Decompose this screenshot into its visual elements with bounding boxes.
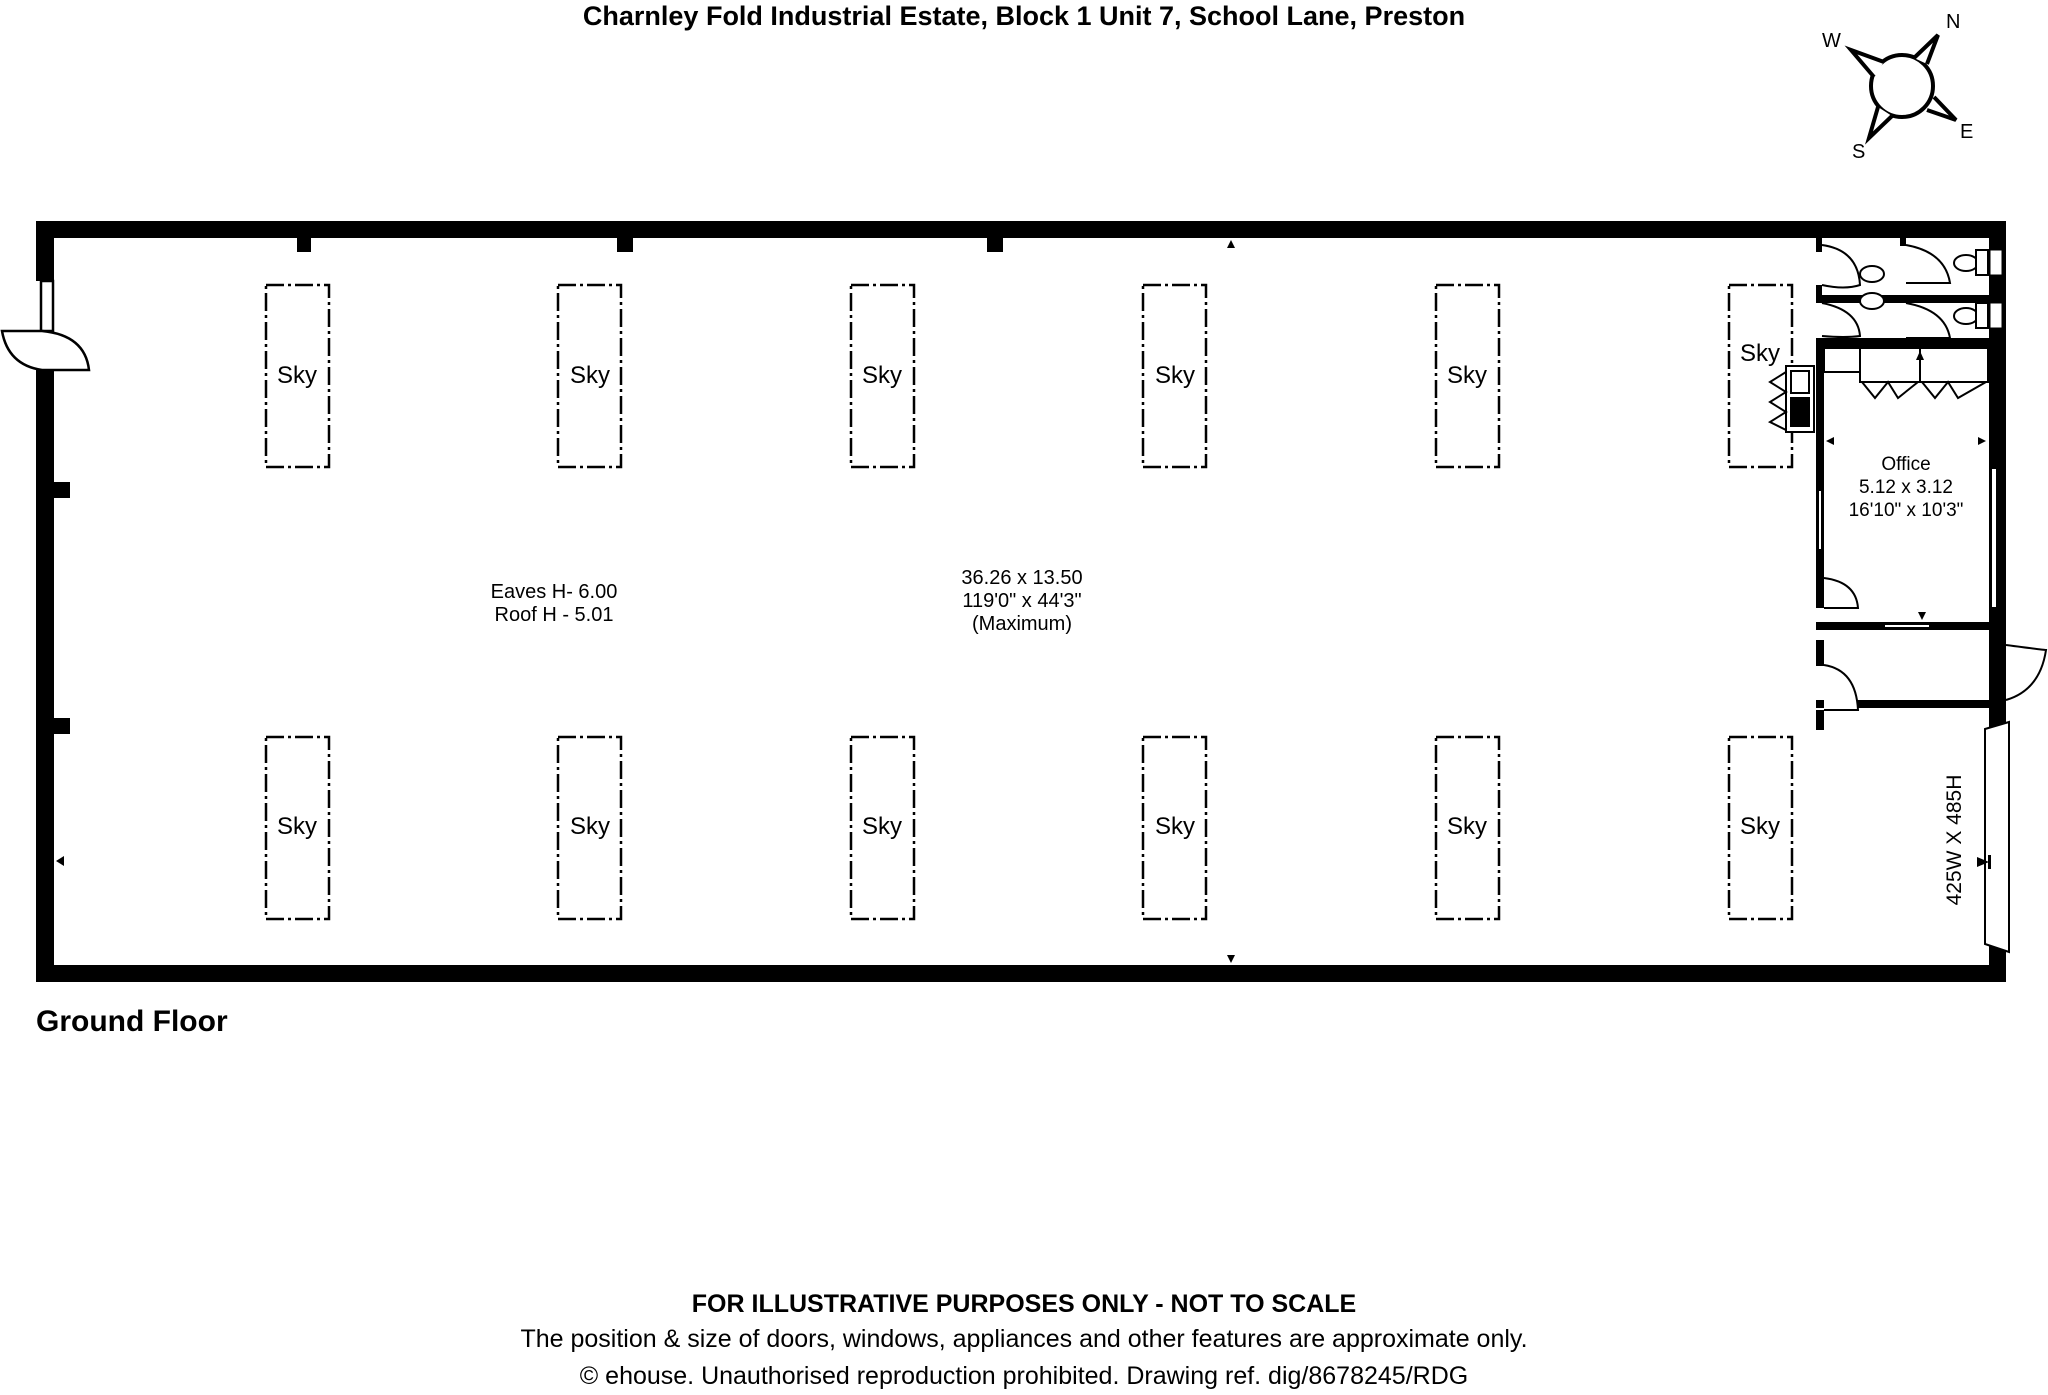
skylights-bottom-row bbox=[266, 737, 1792, 919]
main-dimensions-qualifier: (Maximum) bbox=[972, 613, 1072, 635]
skylight-label: Sky bbox=[276, 362, 318, 389]
skylight-label: Sky bbox=[1739, 813, 1781, 840]
skylight-label: Sky bbox=[1739, 340, 1781, 367]
plan-title: Charnley Fold Industrial Estate, Block 1 Unit 7, School Lane, Preston bbox=[582, 1, 1466, 31]
skylight-label: Sky bbox=[861, 813, 903, 840]
eaves-height-label: Eaves H- 6.00 bbox=[490, 581, 618, 603]
svg-text:S: S bbox=[1852, 141, 1866, 163]
main-dimensions-imperial: 119'0" x 44'3" bbox=[962, 590, 1082, 612]
loading-door bbox=[1943, 722, 2009, 952]
svg-text:W: W bbox=[1822, 30, 1841, 52]
skylight-label: Sky bbox=[276, 813, 318, 840]
skylight-label: Sky bbox=[1154, 362, 1196, 389]
office-walls bbox=[1816, 348, 2006, 730]
skylight-label: Sky bbox=[1446, 362, 1488, 389]
skylight-label: Sky bbox=[569, 813, 611, 840]
left-entrance-door bbox=[2, 281, 89, 370]
office-dimensions-imperial: 16'10" x 10'3" bbox=[1848, 500, 1964, 521]
kitchenette-icon bbox=[1770, 366, 1814, 432]
svg-text:N: N bbox=[1946, 11, 1961, 33]
roof-height-label: Roof H - 5.01 bbox=[494, 604, 614, 626]
main-dimensions-metric: 36.26 x 13.50 bbox=[961, 567, 1083, 589]
floor-label: Ground Floor bbox=[36, 1005, 228, 1038]
toilet-icon bbox=[1954, 255, 1978, 271]
office-details bbox=[1818, 348, 2046, 710]
compass-rose-icon bbox=[1822, 11, 1973, 163]
office-labels bbox=[1849, 454, 1964, 521]
toilet-icon bbox=[1954, 308, 1978, 324]
svg-text:E: E bbox=[1960, 121, 1974, 143]
office-name: Office bbox=[1881, 454, 1931, 475]
basin-icon bbox=[1860, 293, 1884, 309]
skylight-label: Sky bbox=[861, 362, 903, 389]
skylight-label: Sky bbox=[1446, 813, 1488, 840]
main-space-labels bbox=[491, 567, 1083, 635]
office-dimensions-metric: 5.12 x 3.12 bbox=[1858, 477, 1954, 498]
disclaimer: FOR ILLUSTRATIVE PURPOSES ONLY - NOT TO SCALE bbox=[691, 1290, 1357, 1318]
skylight-label: Sky bbox=[569, 362, 611, 389]
loading-door-size: 425W X 485H bbox=[1943, 774, 1966, 906]
basin-icon bbox=[1860, 266, 1884, 282]
approximation-note: The position & size of doors, windows, appliances and other features are approximate only. bbox=[520, 1325, 1528, 1353]
skylights-top-row bbox=[266, 285, 1792, 467]
skylight-label: Sky bbox=[1154, 813, 1196, 840]
wc-fixtures bbox=[1822, 245, 2002, 338]
copyright: © ehouse. Unauthorised reproduction prohibited. Drawing ref. dig/8678245/RDG bbox=[579, 1362, 1469, 1390]
